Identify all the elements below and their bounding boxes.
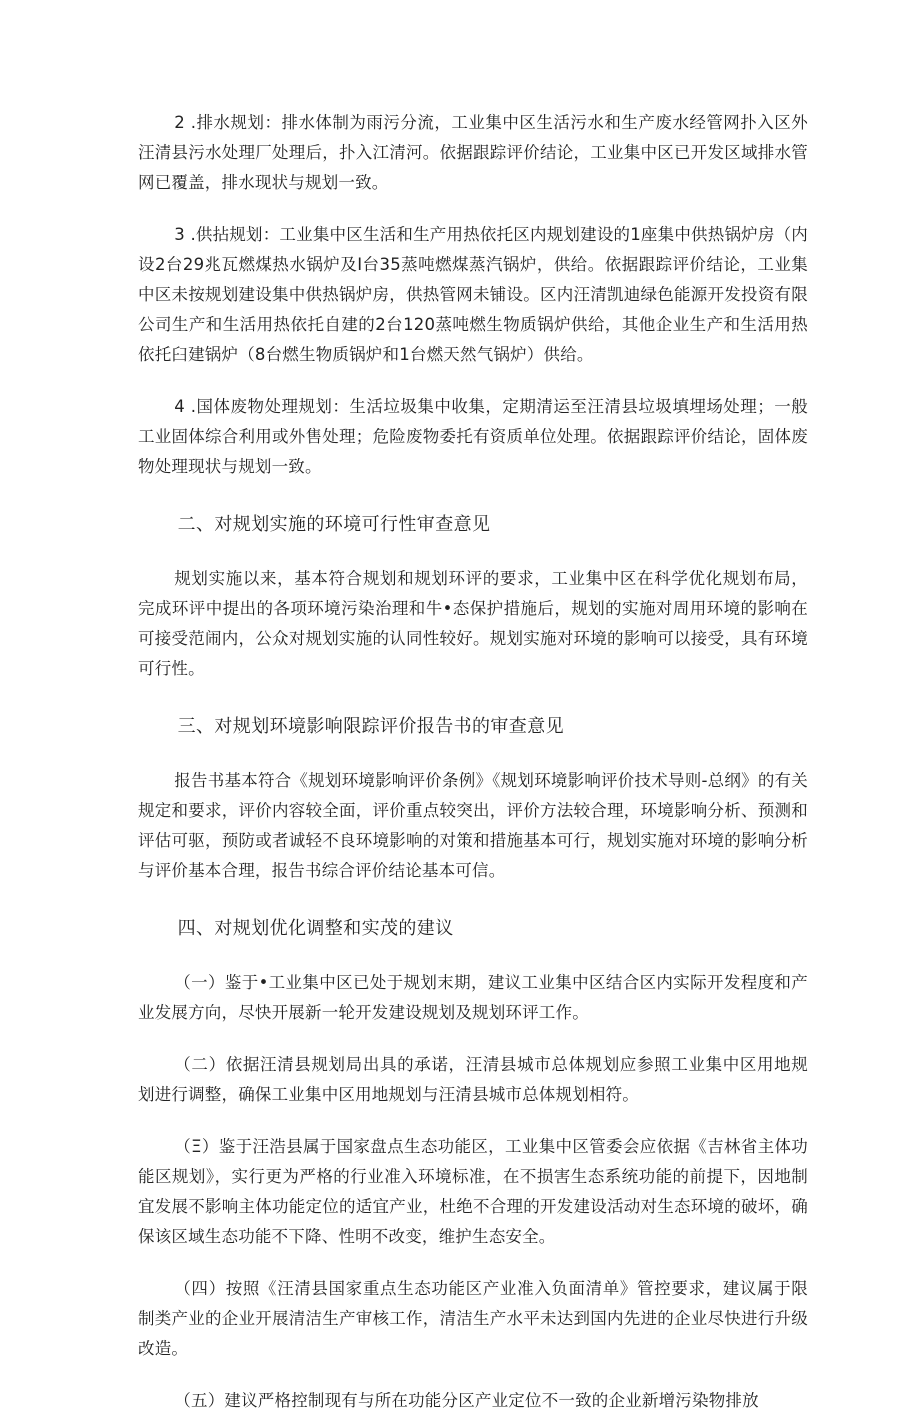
- paragraph-solid-waste-planning: 4 .国体废物处理规划：生活垃圾集中收集，定期清运至汪清县垃圾填埋场处理；一般工业固体综合利用或外售处理；危险废物委托有资质单位处理。依据跟踪评价结论，固体废物处理现状与规划一致。: [138, 397, 808, 476]
- suggestion-item-3: （Ξ）鉴于汪浩县属于国家盘点生态功能区，工业集中区管委会应依据《吉林省主体功能区规划》，实行更为严格的行业准入环境标准，在不损害生态系统功能的前提下，因地制宜发展不影响主体功能定位的适宜产业，杜绝不合理的开发建设活动对生态环境的破坏，确保该区域生态功能不下降、性明不改变，维护生态安全。: [138, 1137, 808, 1246]
- suggestion-item-2: （二）依据汪清县规划局出具的承诺，汪清县城市总体规划应参照工业集中区用地规划进行调整，确保工业集中区用地规划与汪清县城市总体规划相符。: [138, 1055, 808, 1104]
- paragraph-report-review: 报告书基本符合《规划环境影响评价条例》《规划环境影响评价技术导则-总纲》的有关规定和要求，评价内容较全面，评价重点较突出，评价方法较合理，环境影响分析、预测和评估可驱，预防或者诚轻不良环境影响的对策和措施基本可行，规划实施对环境的影响分析与评价基本合理，报告书综合评价结论基本可信。: [138, 771, 808, 880]
- suggestion-item-1: （一）鉴于•工业集中区已处于规划末期，建议工业集中区结合区内实际开发程度和产业发展方向，尽快开展新一轮开发建设规划及规划环评工作。: [138, 973, 808, 1022]
- section-heading-report-review: 三、对规划环境影响限踪评价报告书的审查意见: [177, 716, 564, 737]
- section-heading-feasibility: 二、对规划实施的环境可行性审查意见: [177, 514, 491, 535]
- paragraph-heating-planning: 3 .供拈规划：工业集中区生活和生产用热依托区内规划建设的1座集中供热锅炉房（内设2台29兆瓦燃煤热水锅炉及I台35蒸吨燃煤蒸汽锅炉，供给。依据跟踪评价结论，工业集中区未按规划建设集中供热锅炉房，供热管网未铺设。区内汪清凯迪绿色能源开发投资有限公司生产和生活用热依托自建的2台120蒸吨燃生物质锅炉供给，其他企业生产和生活用热依托臼建锅炉（8台燃生物质锅炉和1台燃天然气锅炉）供给。: [138, 225, 808, 364]
- paragraph-feasibility-opinion: 规划实施以来，基本符合规划和规划环评的要求，工业集中区在科学优化规划布局，完成环评中提出的各项环境污染治理和牛•态保护措施后，规划的实施对周用环境的影响在可接受范闹内，公众对规划实施的认同性较好。规划实施对环境的影响可以接受，具有环境可行性。: [138, 569, 808, 678]
- section-heading-suggestions: 四、对规划优化调整和实茂的建议: [177, 918, 454, 939]
- suggestion-item-5: （五）建议严格控制现有与所在功能分区产业定位不一致的企业新增污染物排放: [174, 1391, 759, 1410]
- paragraph-drainage-planning: 2 .排水规划：排水体制为雨污分流，工业集中区生活污水和生产废水经管网扑入区外汪清县污水处理厂处理后，扑入江清河。依据跟踪评价结论，工业集中区已开发区域排水管网已覆盖，排水现状与规划一致。: [138, 113, 808, 192]
- suggestion-item-4: （四）按照《汪清县国家重点生态功能区产业准入负面清单》管控要求，建议属于限制类产业的企业开展清洁生产审核工作，清洁生产水平未达到国内先进的企业尽快进行升级改造。: [138, 1279, 808, 1358]
